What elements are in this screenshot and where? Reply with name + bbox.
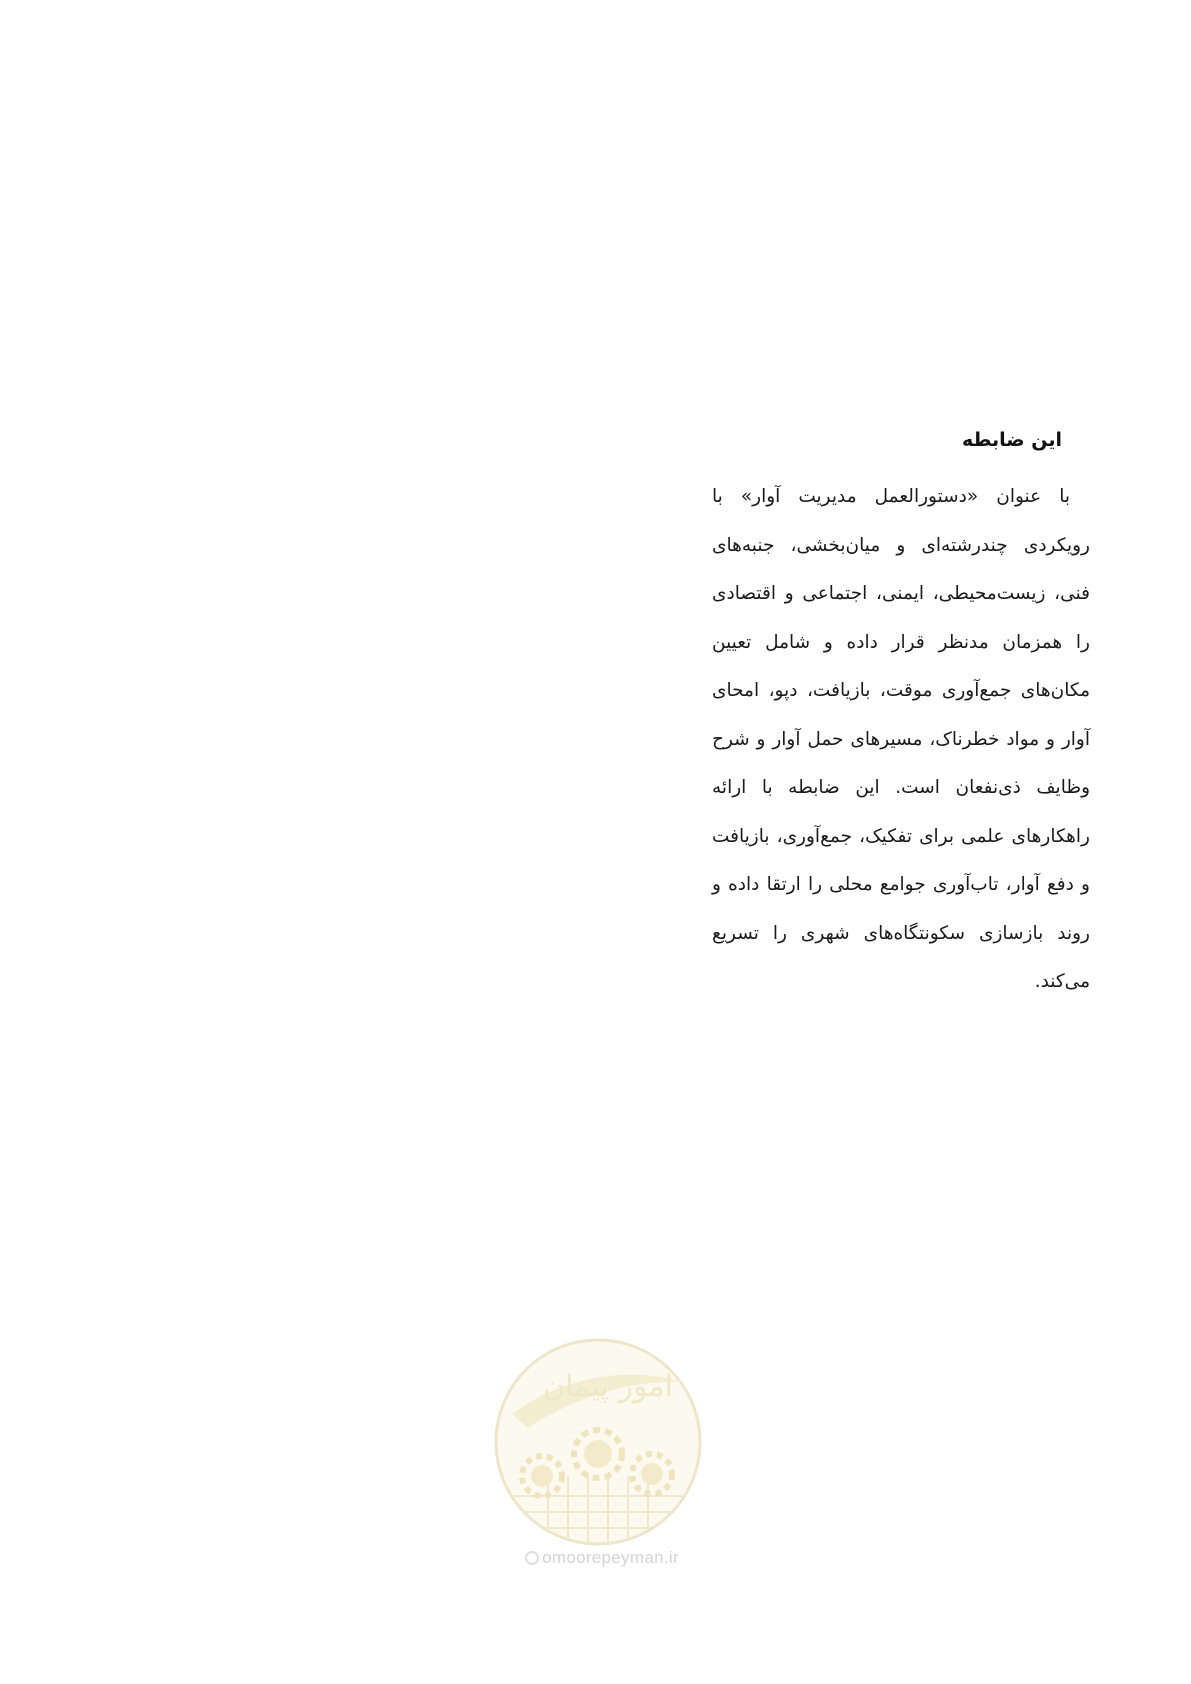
watermark (492, 1336, 704, 1566)
watermark-logo (492, 1336, 704, 1548)
section-heading: این ضابطه (961, 429, 1062, 451)
watermark-url-text: omoorepeyman.ir (542, 1548, 679, 1567)
watermark-url (502, 1548, 702, 1568)
at-icon (525, 1551, 539, 1565)
text-block (712, 425, 1090, 1007)
body-paragraph: با عنوان «دستورالعمل مدیریت آوار» با رویکردی چندرشته‌ای و میان‌بخشی، جنبه‌های فنی، زیست‌محیطی، ایمنی، اجتماعی و اقتصادی را همزمان مدنظر قرار داده و شامل تعیین مکان‌های جمع‌آوری موقت، بازیافت، دپو، امحای آوار و مواد خطرناک، مسیرهای حمل آوار و شرح وظایف ذی‌نفعان است. این ضابطه با ارائه راهکارهای علمی برای تفکیک، جمع‌آوری، بازیافت و دفع آوار، تاب‌آوری جوامع محلی را ارتقا داده و روند بازسازی سکونتگاه‌های شهری را تسریع می‌کند. (712, 486, 1090, 992)
watermark-logo-text: امور پیمان (543, 1369, 673, 1404)
